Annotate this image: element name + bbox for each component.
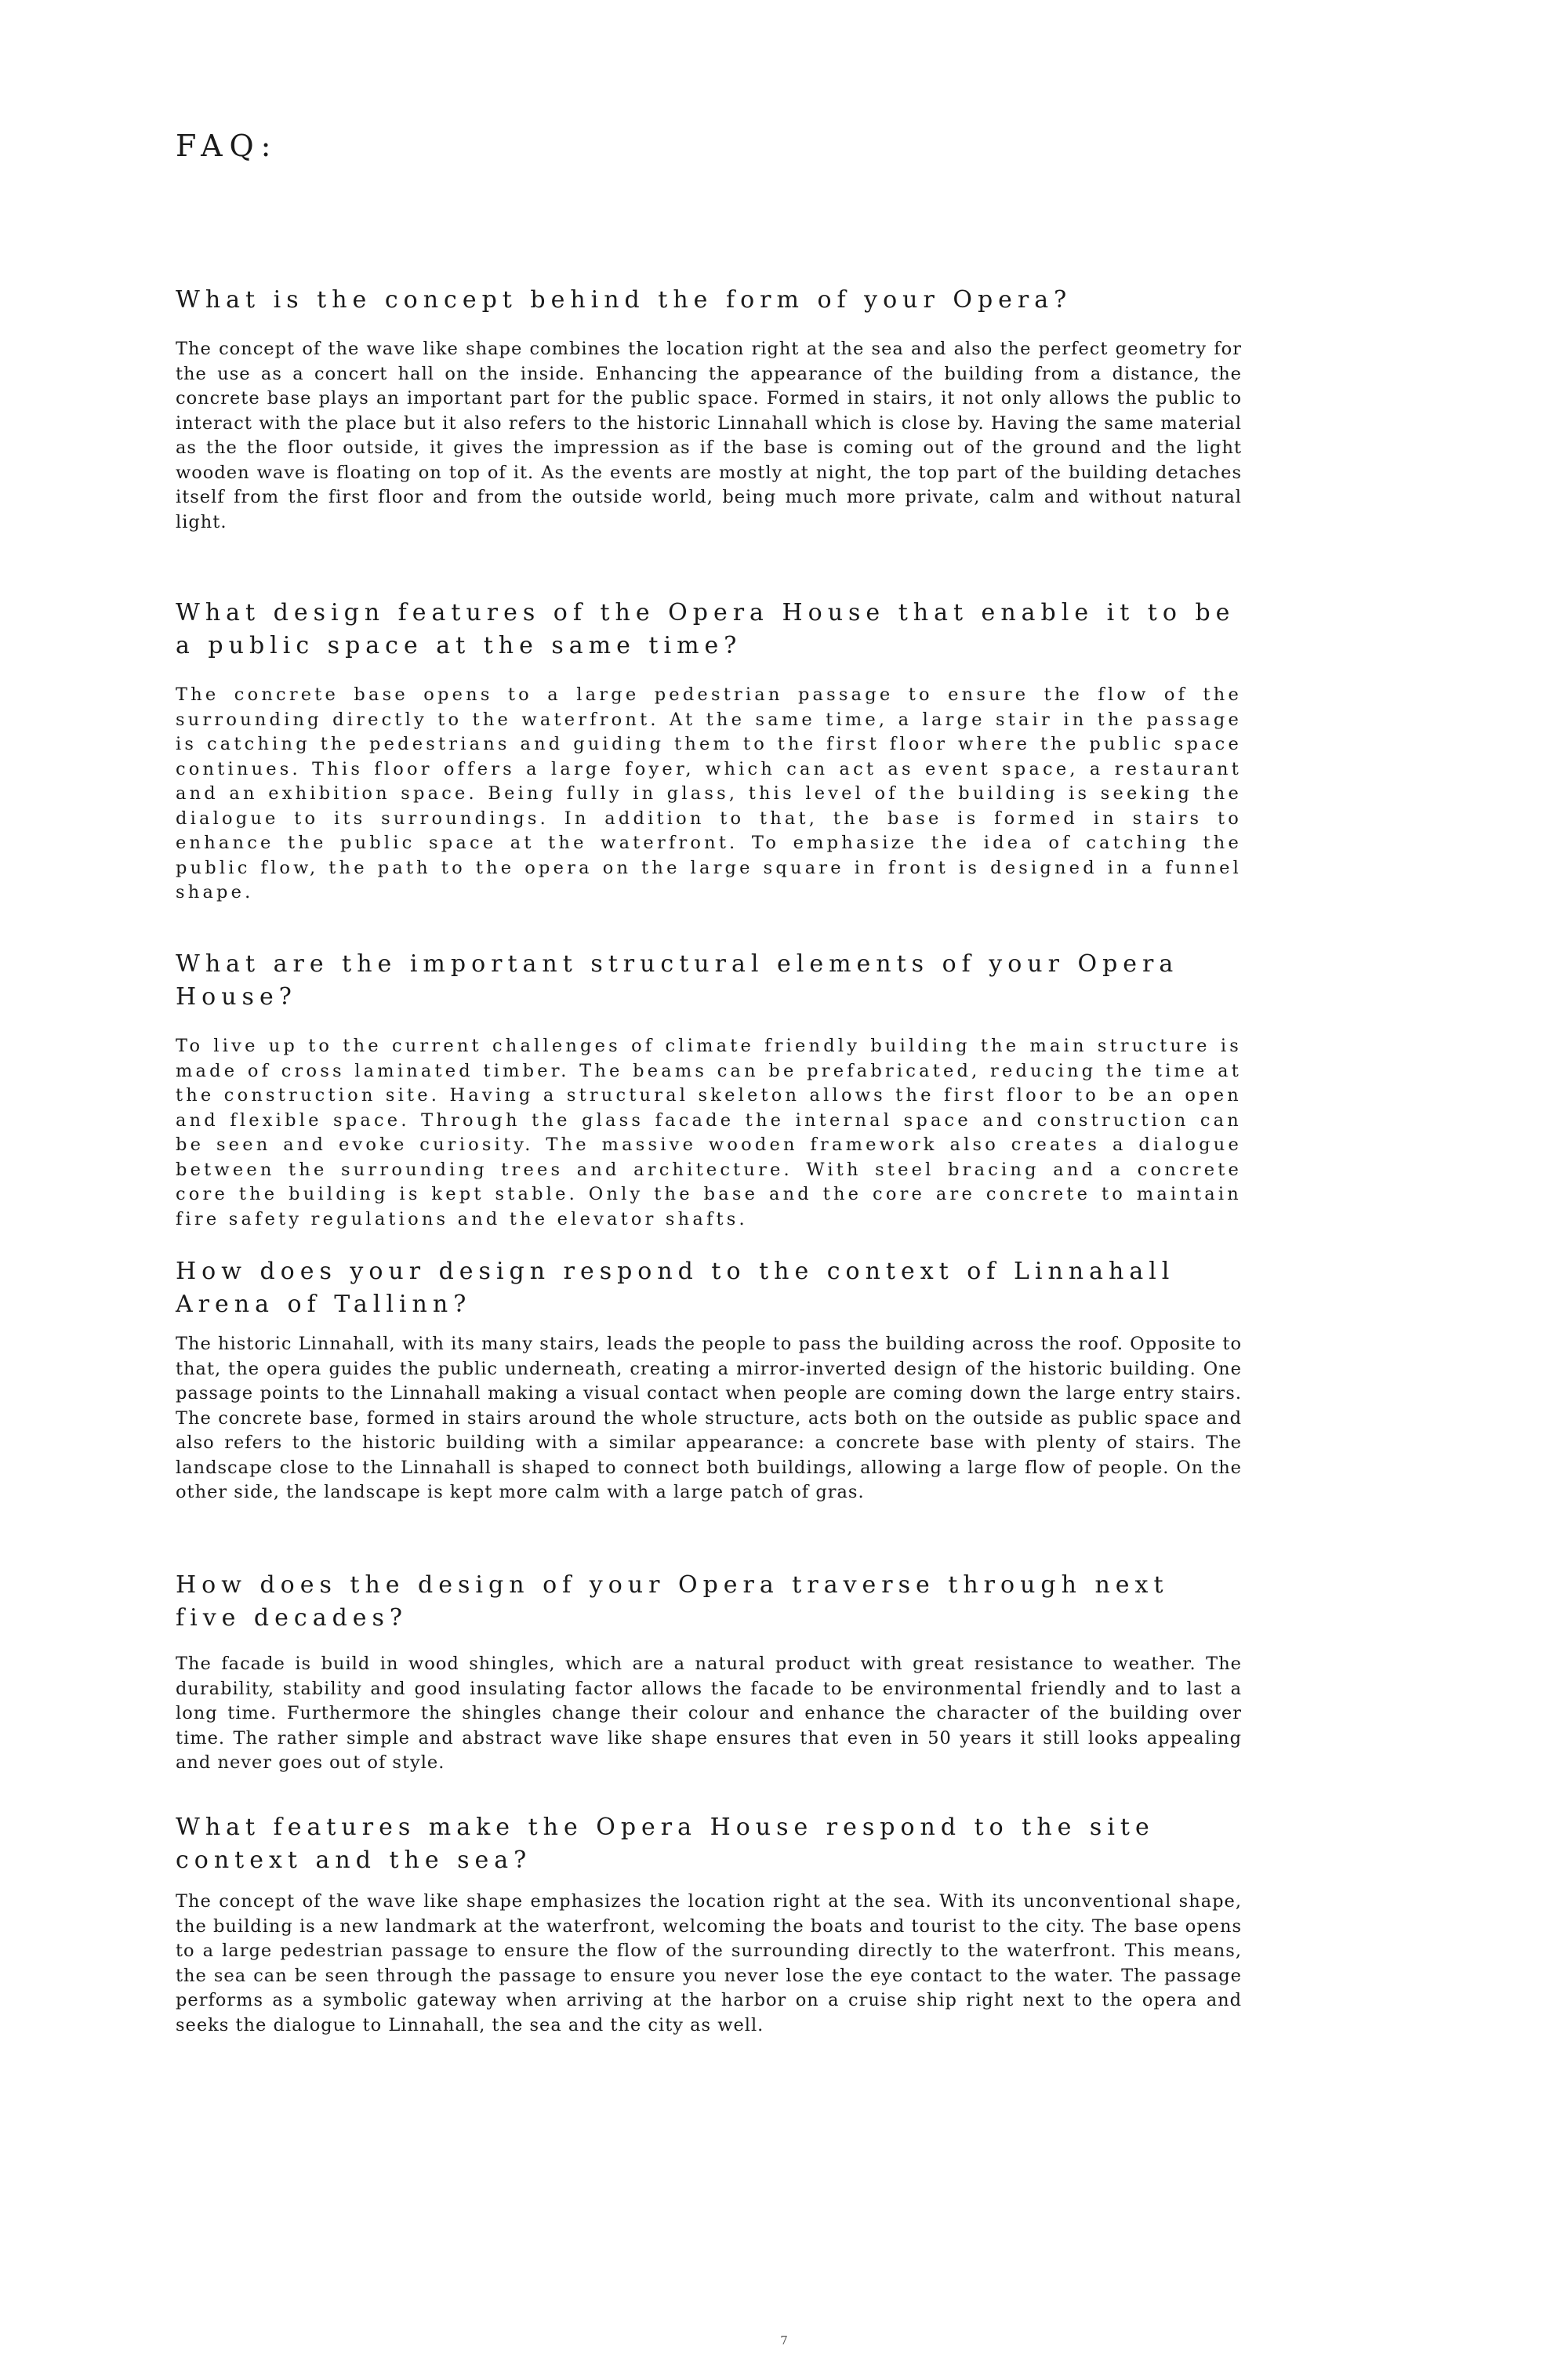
page-title: FAQ: [176,129,278,163]
faq-answer: The concrete base opens to a large pedestrian passage to ensure the flow of the surrounding directly to the waterfront. At the same time, a large stair in the passage is catching the pedestrians and guiding them to the first floor where the public space continues. This floor offers a large foyer, which can act as event space, a restaurant and an exhibition space. Being fully in glass, this level of the building is seeking the dialogue to its surroundings. In addition to that, the base is formed in stairs to enhance the public space at the waterfront. To emphasize the idea of catching the public flow, the path to the opera on the large square in front is designed in a funnel shape. [176,684,1242,902]
faq-question: How does the design of your Opera traverse through next five decades? [176,1571,1169,1632]
faq-question: What design features of the Opera House that enable it to be a public space at the same time? [176,599,1236,659]
faq-item-linnahall-context [176,1255,1242,1505]
faq-item-structural-elements [176,948,1242,1232]
faq-answer: The concept of the wave like shape emphasizes the location right at the sea. With its unconventional shape, the building is a new landmark at the waterfront, welcoming the boats and tourist to the city. The base opens to a large pedestrian passage to ensure the flow of the surrounding directly to the waterfront. This means, the sea can be seen through the passage to ensure you never lose the eye contact to the water. The passage performs as a symbolic gateway when arriving at the harbor on a cruise ship right next to the opera and seeks the dialogue to Linnahall, the sea and the city as well. [176,1891,1242,2035]
faq-answer: The concept of the wave like shape combines the location right at the sea and also the perfect geometry for the use as a concert hall on the inside. Enhancing the appearance of the building from a distance, the concrete base plays an important part for the public space. Formed in stairs, it not only allows the public to interact with the place but it also refers to the historic Linnahall which is close by. Having the same material as the the floor outside, it gives the impression as if the base is coming out of the ground and the light wooden wave is floating on top of it. As the events are mostly at night, the top part of the building detaches itself from the first floor and from the outside world, being much more private, calm and without natural light. [176,339,1242,532]
faq-question: How does your design respond to the context of Linnahall Arena of Tallinn? [176,1258,1175,1318]
faq-question: What is the concept behind the form of your Opera? [176,286,1073,314]
faq-item-form-concept [176,284,1242,535]
faq-item-site-and-sea [176,1811,1242,2038]
faq-question: What features make the Opera House respond to the site context and the sea? [176,1814,1155,1874]
faq-question: What are the important structural elements of your Opera House? [176,950,1179,1011]
page-number: 7 [780,2333,788,2348]
faq-item-five-decades [176,1569,1242,1776]
faq-answer: The historic Linnahall, with its many stairs, leads the people to pass the building across the roof. Opposite to that, the opera guides the public underneath, creating a mirror-inverted design of the historic building. One passage points to the Linnahall making a visual contact when people are coming down the large entry stairs. The concrete base, formed in stairs around the whole structure, acts both on the outside as public space and also refers to the historic building with a similar appearance: a concrete base with plenty of stairs. The landscape close to the Linnahall is shaped to connect both buildings, allowing a large flow of people. On the other side, the landscape is kept more calm with a large patch of gras. [176,1334,1242,1502]
faq-answer: The facade is build in wood shingles, which are a natural product with great resistance to weather. The durability, stability and good insulating factor allows the facade to be environmental friendly and to last a long time. Furthermore the shingles change their colour and enhance the character of the building over time. The rather simple and abstract wave like shape ensures that even in 50 years it still looks appealing and never goes out of style. [176,1654,1242,1773]
faq-answer: To live up to the current challenges of climate friendly building the main structure is made of cross laminated timber. The beams can be prefabricated, reducing the time at the construction site. Having a structural skeleton allows the first floor to be an open and flexible space. Through the glass facade the internal space and construction can be seen and evoke curiosity. The massive wooden framework also creates a dialogue between the surrounding trees and architecture. With steel bracing and a concrete core the building is kept stable. Only the base and the core are concrete to maintain fire safety regulations and the elevator shafts. [176,1036,1242,1229]
faq-item-public-space [176,597,1242,906]
